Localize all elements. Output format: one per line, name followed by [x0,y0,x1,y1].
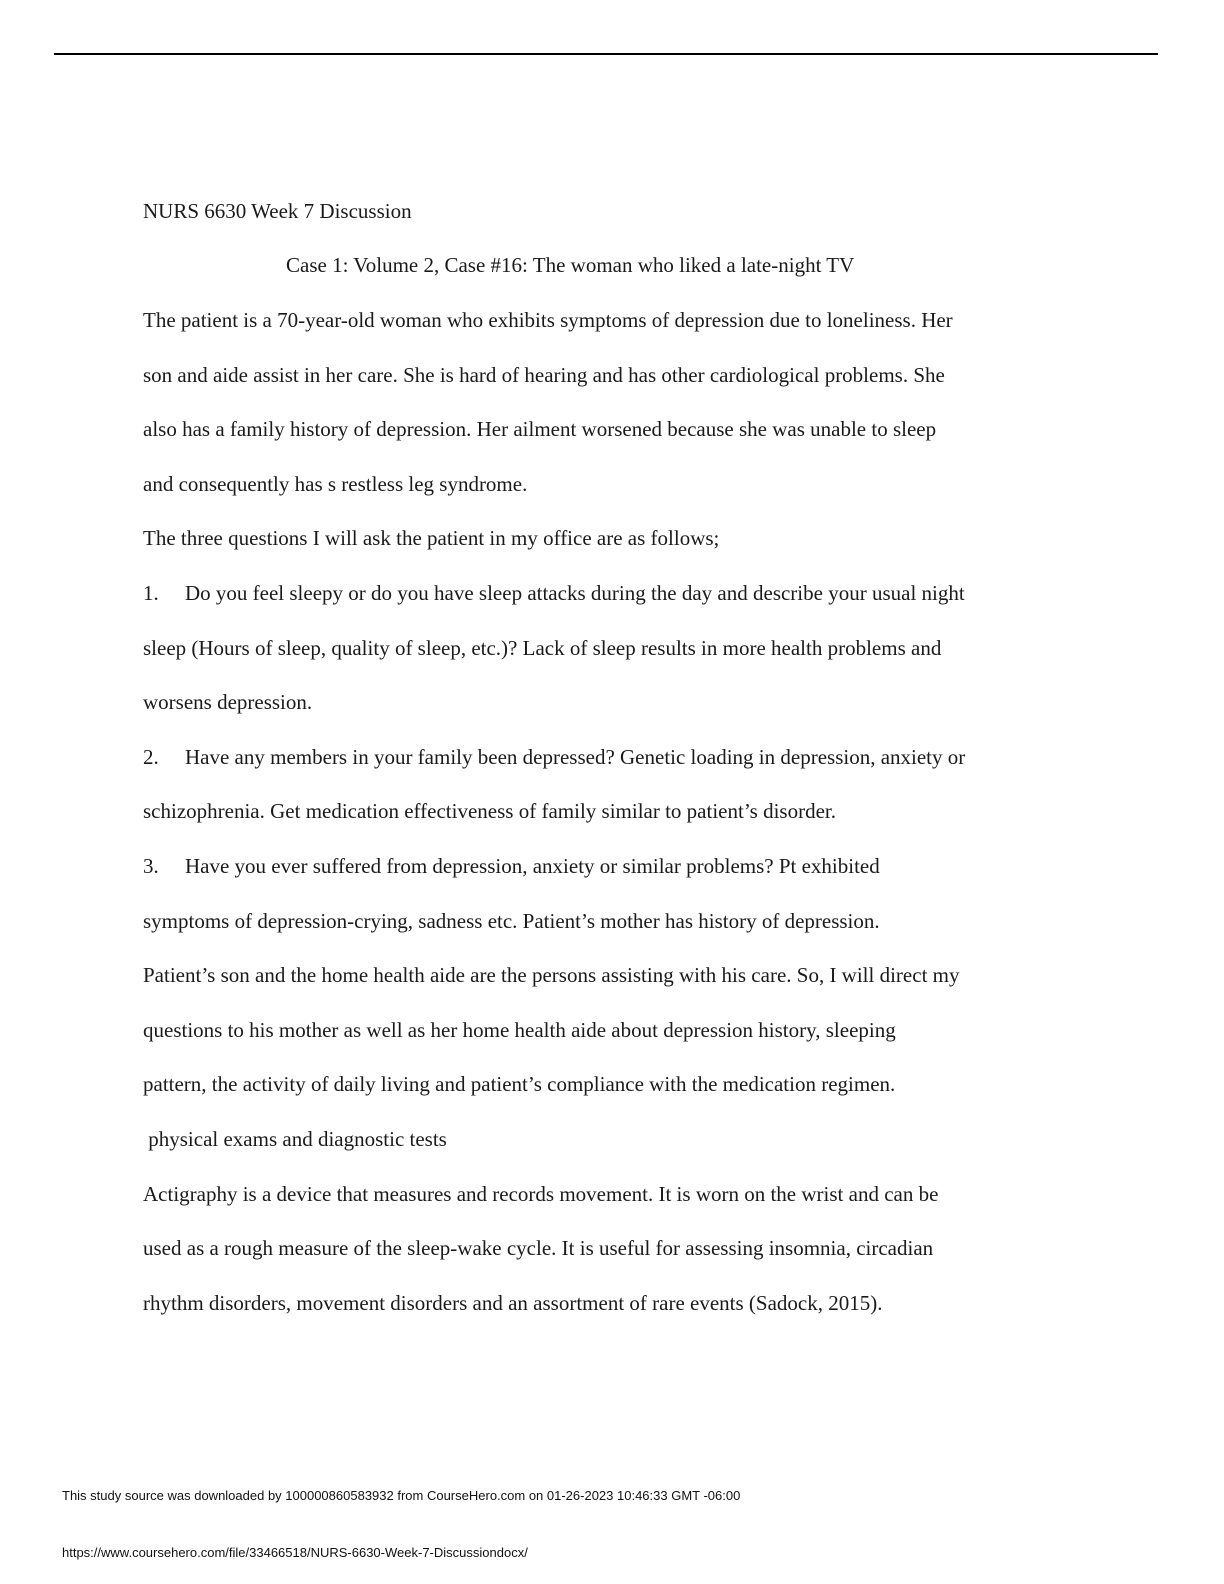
question-item-3 [143,839,1083,948]
question-line: symptoms of depression-crying, sadness etc. Patient’s mother has history of depression. [143,908,880,933]
question-number: 2. [143,744,159,769]
question-item-1 [143,566,1083,730]
question-item-2 [143,730,1083,839]
caregivers-line: Patient’s son and the home health aide are the persons assisting with his care. So, I will direct my [143,963,960,988]
case-heading: Case 1: Volume 2, Case #16: The woman who liked a late-night TV [286,253,855,277]
question-line: schizophrenia. Get medication effectiveness of family similar to patient’s disorder. [143,799,836,824]
question-line [143,566,1083,621]
exams-heading: physical exams and diagnostic tests [143,1126,447,1151]
intro-line: son and aide assist in her care. She is hard of hearing and has other cardiological problems. She [143,362,945,387]
actigraphy-line: used as a rough measure of the sleep-wake cycle. It is useful for assessing insomnia, circadian [143,1236,934,1261]
question-number: 1. [143,580,159,605]
question-line: worsens depression. [143,690,313,715]
caregivers-line: questions to his mother as well as her home health aide about depression history, sleeping [143,1017,896,1042]
intro-line: The patient is a 70-year-old woman who exhibits symptoms of depression due to loneliness. Her [143,308,953,332]
intro-line: and consequently has s restless leg syndrome. [143,471,528,496]
question-text: Have any members in your family been depressed? Genetic loading in depression, anxiety or [185,744,966,769]
question-line [143,839,1083,894]
question-number: 3. [143,853,159,878]
question-line [143,730,1083,785]
question-line: sleep (Hours of sleep, quality of sleep, etc.)? Lack of sleep results in more health problems and [143,635,942,660]
question-text: Have you ever suffered from depression, anxiety or similar problems? Pt exhibited [185,853,880,878]
document-title: NURS 6630 Week 7 Discussion [143,199,412,223]
actigraphy-line: Actigraphy is a device that measures and records movement. It is worn on the wrist and can be [143,1181,939,1206]
intro-line: also has a family history of depression. Her ailment worsened because she was unable to sleep [143,417,937,442]
top-horizontal-rule [54,53,1158,55]
download-source-notice: This study source was downloaded by 100000860583932 from CourseHero.com on 01-26-2023 10:46:33 GMT -06:00 [62,1488,741,1503]
caregivers-line: pattern, the activity of daily living and patient’s compliance with the medication regimen. [143,1072,896,1097]
actigraphy-line: rhythm disorders, movement disorders and an assortment of rare events (Sadock, 2015). [143,1290,883,1315]
question-text: Do you feel sleepy or do you have sleep attacks during the day and describe your usual night [185,580,965,605]
questions-intro: The three questions I will ask the patient in my office are as follows; [143,526,720,551]
intro-paragraph [143,293,1083,1330]
source-url-link[interactable]: https://www.coursehero.com/file/33466518/NURS-6630-Week-7-Discussiondocx/ [62,1545,528,1560]
document-body [143,198,1083,1315]
